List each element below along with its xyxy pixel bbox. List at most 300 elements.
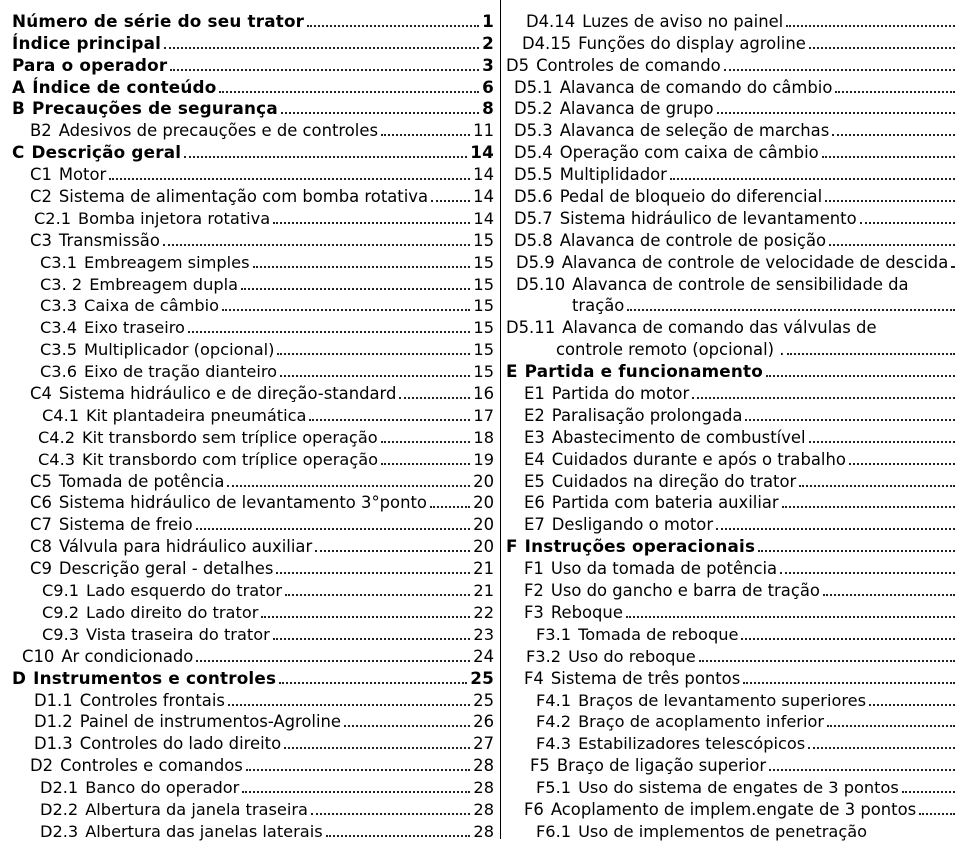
toc-entry-number: D5.7 (514, 208, 553, 228)
toc-entry-number: C7 (30, 515, 52, 535)
toc-entry-number: F6 (524, 799, 544, 819)
toc-entry[interactable] (506, 337, 958, 359)
toc-entry[interactable] (506, 118, 958, 140)
toc-entry-page: 17 (473, 405, 494, 425)
toc-entry-number: B (12, 98, 25, 119)
toc-entry[interactable] (506, 184, 958, 206)
toc-entry-number: C4.2 (38, 427, 76, 447)
toc-entry[interactable] (12, 534, 494, 556)
dot-leader (381, 463, 470, 465)
toc-entry-page: 16 (473, 384, 494, 404)
toc-entry-number: C1 (30, 165, 52, 185)
dot-leader (758, 550, 955, 552)
toc-entry-title: Controles do lado direito (79, 734, 282, 754)
dot-leader (399, 397, 470, 399)
toc-entry[interactable] (506, 710, 958, 732)
toc-entry-title: Partida e funcionamento (524, 361, 763, 382)
toc-entry-page: 27 (473, 734, 494, 754)
toc-entry-page: 20 (473, 493, 494, 513)
toc-entry-title: Sistema hidráulico de levantamento 3°ponto (58, 493, 427, 513)
dot-leader (196, 660, 470, 662)
toc-entry[interactable] (12, 753, 494, 775)
toc-entry-title: Eixo de tração dianteiro (84, 362, 278, 382)
toc-entry-number: E6 (524, 493, 545, 513)
toc-entry-title: Reboque (550, 602, 623, 622)
toc-entry[interactable] (12, 53, 494, 75)
toc-entry-number: C9.1 (42, 581, 80, 601)
toc-entry-page: 19 (473, 449, 494, 469)
toc-entry[interactable] (12, 337, 494, 359)
dot-leader (829, 244, 955, 246)
toc-entry-page: 23 (473, 624, 494, 644)
toc-right-column (506, 9, 958, 841)
toc-entry-page: 20 (473, 537, 494, 557)
toc-left-column (12, 9, 494, 841)
toc-entry-title: Embreagem simples (84, 252, 250, 272)
toc-entry-number: B2 (30, 121, 52, 141)
toc-entry-number: E2 (524, 405, 545, 425)
toc-entry-page: 25 (473, 690, 494, 710)
toc-entry-title: Controles de comando (536, 55, 721, 75)
toc-entry-number: D5.3 (514, 121, 553, 141)
toc-entry[interactable] (12, 75, 494, 97)
toc-entry[interactable] (506, 578, 958, 600)
dot-leader (280, 375, 470, 377)
toc-entry[interactable] (12, 118, 494, 140)
toc-entry[interactable] (12, 403, 494, 425)
toc-entry[interactable] (12, 819, 494, 841)
toc-entry-page: 25 (470, 667, 494, 688)
toc-entry-title: Estabilizadores telescópicos (578, 734, 806, 754)
toc-entry[interactable] (12, 97, 494, 119)
toc-entry-number: E7 (524, 515, 545, 535)
toc-entry-page: 15 (473, 362, 494, 382)
dot-leader (832, 134, 955, 136)
toc-entry[interactable] (506, 731, 958, 753)
toc-entry-number: C6 (30, 493, 52, 513)
toc-entry[interactable] (506, 31, 958, 53)
toc-entry[interactable] (12, 688, 494, 710)
toc-entry-title: Número de série do seu trator (12, 10, 305, 31)
toc-entry[interactable] (506, 9, 958, 31)
toc-entry-page: 6 (482, 76, 494, 97)
toc-entry-number: C3.3 (40, 296, 78, 316)
toc-entry-page: 15 (473, 296, 494, 316)
toc-entry[interactable] (12, 491, 494, 513)
toc-entry-number: C5 (30, 471, 52, 491)
toc-entry[interactable] (12, 359, 494, 381)
toc-entry-number: C3.4 (40, 318, 78, 338)
dot-leader (277, 353, 470, 355)
dot-leader (766, 375, 955, 377)
toc-entry[interactable] (506, 294, 958, 316)
toc-entry-number: C3.6 (40, 362, 78, 382)
toc-entry[interactable] (12, 184, 494, 206)
toc-entry[interactable] (506, 97, 958, 119)
toc-entry[interactable] (506, 162, 958, 184)
toc-entry[interactable] (506, 381, 958, 403)
toc-entry-title: Kit transbordo com tríplice operação (82, 449, 379, 469)
toc-entry[interactable] (12, 425, 494, 447)
toc-entry-number: C10 (22, 646, 55, 666)
toc-entry[interactable] (12, 512, 494, 534)
toc-entry-number: C3 (30, 230, 52, 250)
dot-leader (822, 156, 955, 158)
toc-entry-title: Alavanca de comando das válvulas de (562, 318, 877, 338)
dot-leader (228, 704, 470, 706)
toc-entry-number: D2.2 (40, 799, 79, 819)
dot-leader (699, 660, 955, 662)
dot-leader (860, 222, 955, 224)
dot-leader (743, 682, 955, 684)
toc-entry-title: Alavanca de seleção de marchas (559, 121, 830, 141)
toc-entry[interactable] (506, 644, 958, 666)
toc-entry-title: Embreagem dupla (89, 274, 239, 294)
dot-leader (242, 791, 470, 793)
dot-leader (326, 835, 471, 837)
dot-leader (309, 419, 470, 421)
toc-entry-title: Índice principal (12, 32, 162, 53)
toc-entry[interactable] (506, 53, 958, 75)
toc-entry-title: Cuidados durante e após o trabalho (551, 449, 846, 469)
toc-entry-number: D5.5 (514, 165, 553, 185)
toc-entry-page: 1 (482, 10, 494, 31)
toc-entry-page: 2 (482, 32, 494, 53)
toc-entry[interactable] (506, 75, 958, 97)
toc-entry-title: Tomada de reboque (578, 624, 739, 644)
toc-entry[interactable] (506, 775, 958, 797)
toc-entry[interactable] (506, 491, 958, 513)
toc-entry[interactable] (12, 556, 494, 578)
toc-entry[interactable] (506, 447, 958, 469)
toc-entry[interactable] (506, 228, 958, 250)
toc-entry[interactable] (12, 294, 494, 316)
toc-entry[interactable] (506, 315, 958, 337)
dot-leader (311, 813, 470, 815)
dot-leader (109, 178, 470, 180)
dot-leader (717, 112, 955, 114)
toc-entry-title: Braço de ligação superior (556, 756, 767, 776)
toc-entry-number: F4.2 (536, 712, 572, 732)
toc-entry[interactable] (12, 710, 494, 732)
toc-entry[interactable] (12, 578, 494, 600)
dot-leader (799, 485, 955, 487)
dot-leader (344, 725, 470, 727)
toc-entry-number: A (12, 76, 26, 97)
dot-leader (809, 441, 955, 443)
dot-leader (430, 506, 470, 508)
toc-entry-number: C2 (30, 187, 52, 207)
toc-entry-title: Sistema de freio (58, 515, 193, 535)
dot-leader (307, 25, 479, 27)
toc-entry[interactable] (12, 140, 494, 162)
toc-entry-title: Alavanca de grupo (559, 99, 714, 119)
toc-entry-number: D5.10 (516, 274, 566, 294)
toc-entry-page: 15 (473, 252, 494, 272)
toc-entry[interactable] (506, 688, 958, 710)
toc-entry[interactable] (12, 469, 494, 491)
dot-leader (241, 288, 470, 290)
toc-entry-page: 3 (482, 54, 494, 75)
toc-entry[interactable] (506, 512, 958, 534)
toc-entry[interactable] (12, 250, 494, 272)
toc-entry-number: C9.2 (42, 602, 80, 622)
dot-leader (246, 769, 470, 771)
toc-entry-number: D5.11 (506, 318, 556, 338)
toc-entry[interactable] (506, 622, 958, 644)
toc-entry[interactable] (12, 206, 494, 228)
dot-leader (849, 463, 955, 465)
toc-entry[interactable] (506, 425, 958, 447)
toc-entry-page: 14 (473, 165, 494, 185)
toc-entry-title: Braços de levantamento superiores (578, 690, 867, 710)
toc-entry-title: Transmissão (58, 230, 160, 250)
toc-entry[interactable] (506, 819, 958, 841)
dot-leader (279, 682, 467, 684)
dot-leader (902, 791, 955, 793)
dot-leader (281, 112, 479, 114)
toc-entry-title: Bomba injetora rotativa (78, 208, 271, 228)
toc-entry[interactable] (506, 272, 958, 294)
toc-entry-title: Uso do reboque (568, 646, 696, 666)
toc-entry-page: 21 (473, 559, 494, 579)
toc-entry-number: C4.1 (42, 405, 80, 425)
dot-leader (170, 69, 479, 71)
dot-leader (273, 222, 470, 224)
toc-entry-title: Braço de acoplamento inferior (578, 712, 824, 732)
toc-entry-number: C9.3 (42, 624, 80, 644)
toc-entry-page: 15 (473, 318, 494, 338)
toc-entry-title: Uso de implementos de penetração (578, 821, 868, 841)
toc-entry[interactable] (12, 775, 494, 797)
dot-leader (219, 91, 479, 93)
dot-leader (196, 528, 471, 530)
toc-entry-title: Ar condicionado (61, 646, 194, 666)
toc-entry-title: Descrição geral (31, 142, 182, 163)
toc-entry-title: Alavanca de controle de posição (559, 230, 827, 250)
toc-entry-number: F3.1 (536, 624, 572, 644)
toc-entry[interactable] (12, 447, 494, 469)
toc-entry-page: 24 (473, 646, 494, 666)
toc-entry-number: F1 (524, 559, 544, 579)
dot-leader (431, 200, 470, 202)
dot-leader (825, 200, 955, 202)
dot-leader (285, 594, 470, 596)
toc-entry-number: C9 (30, 559, 52, 579)
dot-leader (273, 638, 471, 640)
toc-entry[interactable] (12, 162, 494, 184)
toc-entry-title: Uso da tomada de potência (550, 559, 778, 579)
dot-leader (227, 485, 470, 487)
toc-entry-title: Sistema de três pontos (550, 668, 741, 688)
toc-entry-title: Sistema hidráulico de levantamento (559, 208, 857, 228)
dot-leader (184, 156, 467, 158)
toc-entry-number: F4 (524, 668, 544, 688)
toc-entry[interactable] (12, 797, 494, 819)
toc-entry-title: Alavanca de comando do câmbio (559, 77, 833, 97)
dot-leader (809, 47, 955, 49)
toc-entry[interactable] (12, 622, 494, 644)
toc-entry[interactable] (506, 556, 958, 578)
toc-entry[interactable] (506, 666, 958, 688)
dot-leader (823, 594, 955, 596)
dot-leader (869, 704, 955, 706)
toc-entry-title: Partida com bateria auxiliar (551, 493, 779, 513)
toc-entry-title: Eixo traseiro (84, 318, 185, 338)
toc-entry-title: Kit transbordo sem tríplice operação (82, 427, 378, 447)
dot-leader (276, 572, 470, 574)
dot-leader (627, 309, 955, 311)
toc-entry-number: D1.1 (34, 690, 73, 710)
toc-entry-number: C8 (30, 537, 52, 557)
toc-entry-title: tração (572, 296, 625, 316)
toc-entry-title: Multiplicador (opcional) (84, 340, 275, 360)
toc-entry-page: 28 (473, 799, 494, 819)
toc-entry-title: Desligando o motor (551, 515, 714, 535)
toc-entry-number: F5 (530, 756, 550, 776)
toc-entry-page: 8 (482, 98, 494, 119)
toc-entry[interactable] (506, 534, 958, 556)
toc-entry-title: Precauções de segurança (32, 98, 278, 119)
toc-entry-number: E3 (524, 427, 545, 447)
toc-entry[interactable] (12, 644, 494, 666)
toc-entry[interactable] (506, 250, 958, 272)
toc-entry-page: 18 (473, 427, 494, 447)
toc-entry[interactable] (12, 9, 494, 31)
toc-entry-number: D5.2 (514, 99, 553, 119)
toc-entry-title: Albertura das janelas laterais (85, 821, 323, 841)
toc-entry-number: D2 (30, 756, 54, 776)
toc-entry-number: D5.8 (514, 230, 553, 250)
dot-leader (808, 747, 955, 749)
toc-entry-page: 20 (473, 471, 494, 491)
dot-leader (827, 725, 955, 727)
toc-entry-page: 11 (473, 121, 494, 141)
toc-entry-number: F6.1 (536, 821, 572, 841)
toc-entry-page: 14 (473, 208, 494, 228)
toc-entry-number: C3. 2 (40, 274, 83, 294)
toc-entry-title: Banco do operador (85, 778, 240, 798)
dot-leader (780, 572, 955, 574)
toc-entry[interactable] (12, 731, 494, 753)
toc-entry[interactable] (12, 600, 494, 622)
toc-entry[interactable] (12, 31, 494, 53)
toc-entry-page: 15 (473, 274, 494, 294)
toc-entry-number: D2.1 (40, 778, 79, 798)
toc-entry-number: D5.6 (514, 187, 553, 207)
dot-leader (261, 616, 470, 618)
toc-entry-number: E (506, 361, 518, 382)
toc-entry-title: Partida do motor (551, 384, 690, 404)
toc-entry-number: D5.1 (514, 77, 553, 97)
dot-leader (787, 353, 955, 355)
toc-entry-number: E5 (524, 471, 545, 491)
toc-entry-number: D4.14 (526, 11, 576, 31)
toc-entry-title: Acoplamento de implem.engate de 3 pontos (550, 799, 917, 819)
toc-entry-number: F4.1 (536, 690, 572, 710)
toc-entry[interactable] (12, 666, 494, 688)
toc-entry-number: F3.2 (526, 646, 562, 666)
toc-entry-title: Para o operador (12, 54, 168, 75)
toc-entry-page: 15 (473, 340, 494, 360)
toc-entry-number: C3.5 (40, 340, 78, 360)
toc-entry[interactable] (506, 600, 958, 622)
toc-entry-number: D4.15 (522, 33, 572, 53)
toc-entry-title: controle remoto (opcional) . (556, 340, 785, 360)
toc-entry[interactable] (506, 140, 958, 162)
dot-leader (253, 266, 471, 268)
dot-leader (315, 550, 470, 552)
toc-entry[interactable] (12, 315, 494, 337)
dot-leader (769, 769, 955, 771)
toc-entry[interactable] (506, 469, 958, 491)
toc-entry-title: Uso do sistema de engates de 3 pontos (578, 778, 899, 798)
dot-leader (188, 331, 470, 333)
toc-entry-title: Tomada de potência (58, 471, 225, 491)
toc-entry-page: 28 (473, 778, 494, 798)
toc-entry-number: C (12, 142, 25, 163)
toc-entry-number: C4 (30, 384, 52, 404)
toc-entry[interactable] (506, 797, 958, 819)
toc-entry[interactable] (12, 228, 494, 250)
toc-entry[interactable] (506, 403, 958, 425)
toc-entry-title: Multiplidador (559, 165, 667, 185)
toc-entry-title: Índice de conteúdo (32, 76, 217, 97)
toc-entry-title: Instrumentos e controles (33, 667, 277, 688)
toc-entry[interactable] (506, 206, 958, 228)
toc-entry-page: 15 (473, 230, 494, 250)
toc-entry[interactable] (12, 381, 494, 403)
toc-entry-number: D1.2 (34, 712, 73, 732)
dot-leader (741, 638, 955, 640)
dot-leader (284, 747, 470, 749)
toc-entry-title: Caixa de câmbio (84, 296, 220, 316)
toc-entry-title: Lado direito do trator (86, 602, 259, 622)
toc-entry[interactable] (12, 272, 494, 294)
toc-entry-title: Instruções operacionais (524, 536, 756, 557)
toc-entry-number: C3.1 (40, 252, 78, 272)
toc-entry-title: Motor (58, 165, 107, 185)
toc-entry-title: Controles e comandos (60, 756, 243, 776)
dot-leader (163, 244, 470, 246)
toc-entry-page: 20 (473, 515, 494, 535)
dot-leader (745, 419, 955, 421)
dot-leader (692, 397, 955, 399)
toc-entry-page: 21 (473, 581, 494, 601)
dot-leader (782, 506, 955, 508)
toc-entry-title: Vista traseira do trator (86, 624, 270, 644)
toc-entry-number: D5 (506, 55, 530, 75)
toc-entry[interactable] (506, 753, 958, 775)
toc-entry[interactable] (506, 359, 958, 381)
dot-leader (835, 91, 955, 93)
dot-leader (716, 528, 955, 530)
toc-entry-title: Luzes de aviso no painel (582, 11, 784, 31)
toc-entry-page: 14 (473, 187, 494, 207)
toc-entry-title: Albertura da janela traseira (85, 799, 308, 819)
toc-entry-title: Lado esquerdo do trator (86, 581, 283, 601)
dot-leader (164, 47, 479, 49)
toc-entry-number: D2.3 (40, 821, 79, 841)
toc-entry-number: F3 (524, 602, 544, 622)
toc-entry-title: Válvula para hidráulico auxiliar (58, 537, 313, 557)
toc-entry-title: Alavanca de controle de sensibilidade da (572, 274, 909, 294)
toc-entry-title: Descrição geral - detalhes (58, 559, 274, 579)
toc-entry-title: Kit plantadeira pneumática (86, 405, 307, 425)
toc-entry-number: D5.9 (516, 252, 555, 272)
toc-entry-number: D1.3 (34, 734, 73, 754)
toc-entry-title: Pedal de bloqueio do diferencial (559, 187, 823, 207)
